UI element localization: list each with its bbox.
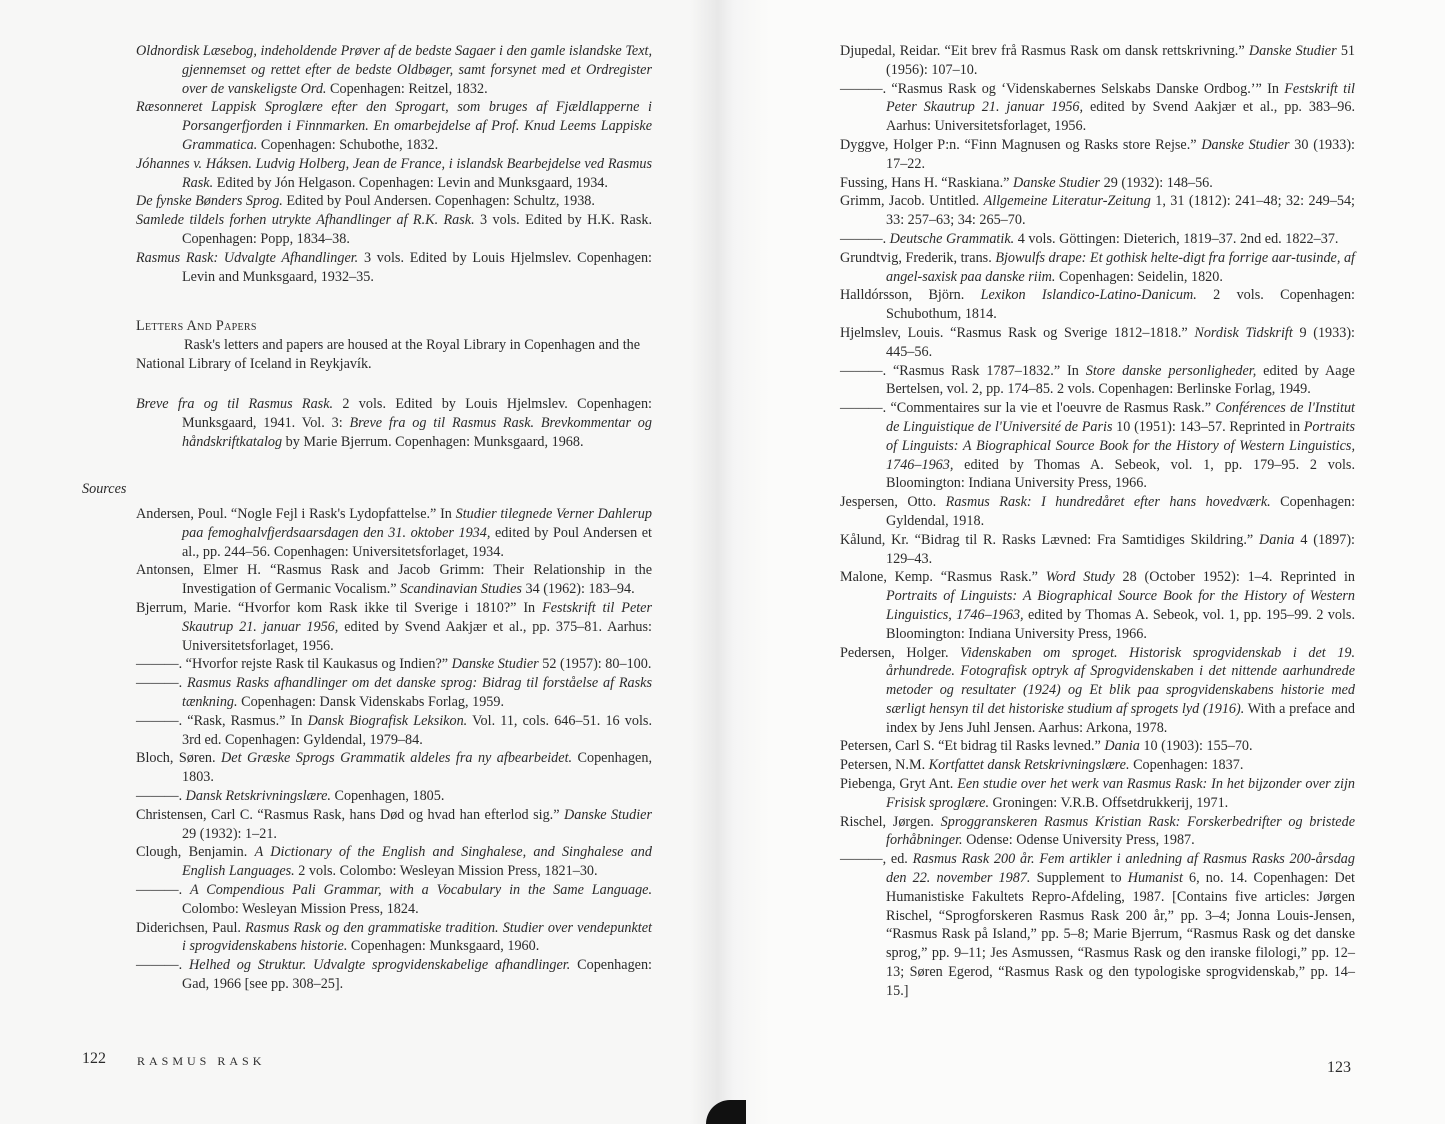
source-entry: Christensen, Carl C. “Rasmus Rask, hans Død og hvad han efterlod sig.” Danske Studier 29 (1932): 1–21.	[136, 806, 652, 842]
source-entry: Rischel, Jørgen. Sproggranskeren Rasmus Kristian Rask: Forskerbedrifter og bristede forhåbninger. Odense: Odense University Press, 1987.	[840, 813, 1355, 849]
breve-entry: Breve fra og til Rasmus Rask. 2 vols. Edited by Louis Hjelmslev. Copenhagen: Munksgaard, 1941. Vol. 3: Breve fra og til Rasmus Rask. Brevkommentar og håndskriftkatalog by Marie Bjerrum. Copenhagen: Munksgaard, 1968.	[136, 396, 652, 450]
source-entry: Pedersen, Holger. Videnskaben om sproget. Historisk sprogvidenskab i det 19. århundrede. Fotografisk optryk af Sprogvidenskaben i det nittende aarhundrede metoder og resultater (1924) og Et blik paa sprogvidenskabens historie med særligt hensyn til det historiske studium af sprogets lyd (1916). With a preface and index by Jens Juhl Jensen. Aarhus: Arkona, 1978.	[840, 644, 1356, 736]
running-head: RASMUS RASK	[137, 1054, 266, 1068]
source-entry: Piebenga, Gryt Ant. Een studie over het werk van Rasmus Rask: In het bijzonder over zijn Frisisk sproglære. Groningen: V.R.B. Offsetdrukkerij, 1971.	[840, 776, 1356, 811]
source-entry: Jespersen, Otto. Rasmus Rask: I hundredåret efter hans hovedværk. Copenhagen: Gyldendal, 1918.	[840, 494, 1356, 529]
sources-heading: Sources	[82, 481, 127, 497]
letters-heading: Letters And Papers	[136, 318, 257, 334]
source-entry: Antonsen, Elmer H. “Rasmus Rask and Jacob Grimm: Their Relationship in the Investigation of Germanic Vocalism.” Scandinavian Studies 34 (1962): 183–94.	[136, 562, 652, 598]
left-top-bibliography	[136, 42, 652, 286]
source-entry: Grimm, Jacob. Untitled. Allgemeine Literatur-Zeitung 1, 31 (1812): 241–48; 32: 249–54; 33: 257–63; 34: 265–70.	[840, 193, 1355, 229]
source-entry: ———. “Rask, Rasmus.” In Dansk Biografisk Leksikon. Vol. 11, cols. 646–51. 16 vols. 3rd ed. Copenhagen: Gyldendal, 1979–84.	[136, 712, 652, 748]
works-entry: Jóhannes v. Háksen. Ludvig Holberg, Jean de France, i islandsk Bearbejdelse ved Rasmus Rask. Edited by Jón Helgason. Copenhagen: Levin and Munksgaard, 1934.	[136, 155, 652, 191]
source-entry: ———. Rasmus Rasks afhandlinger om det danske sprog: Bidrag til forståelse af Rasks tænkning. Copenhagen: Dansk Videnskabs Forlag, 1959.	[136, 675, 652, 710]
source-entry: ———. A Compendious Pali Grammar, with a Vocabulary in the Same Language. Colombo: Wesleyan Mission Press, 1824.	[136, 881, 653, 917]
right-bibliography	[840, 42, 1355, 1001]
source-entry: Dyggve, Holger P:n. “Finn Magnusen og Rasks store Rejse.” Danske Studier 30 (1933): 17–22.	[840, 136, 1355, 172]
works-entry: Ræsonneret Lappisk Sproglære efter den Sprogart, som bruges af Fjældlapperne i Porsangerfjorden i Finnmarken. En omarbejdelse af Prof. Knud Leems Lappiske Grammatica. Copenhagen: Schubothe, 1832.	[136, 99, 652, 153]
source-entry: Petersen, Carl S. “Et bidrag til Rasks levned.” Dania 10 (1903): 155–70.	[840, 738, 1253, 755]
source-entry: Clough, Benjamin. A Dictionary of the English and Singhalese, and Singhalese and English Languages. 2 vols. Colombo: Wesleyan Mission Press, 1821–30.	[136, 844, 652, 880]
works-entry: De fynske Bønders Sprog. Edited by Poul Andersen. Copenhagen: Schultz, 1938.	[136, 193, 595, 210]
book-gutter	[690, 0, 770, 1124]
source-entry: Diderichsen, Paul. Rasmus Rask og den grammatiske tradition. Studier over vendepunktet i sprogvidenskabens historie. Copenhagen: Munksgaard, 1960.	[136, 919, 652, 955]
source-entry: Andersen, Poul. “Nogle Fejl i Rask's Lydopfattelse.” In Studier tilegnede Verner Dahlerup paa femoghalvfjerdsaarsdagen den 31. oktober 1934, edited by Poul Andersen et al., pp. 244–56. Copenhagen: Universitetsforlaget, 1934.	[136, 506, 652, 560]
source-entry: Fussing, Hans H. “Raskiana.” Danske Studier 29 (1932): 148–56.	[840, 174, 1213, 191]
works-entry: Oldnordisk Læsebog, indeholdende Prøver af de bedste Sagaer i den gamle islandske Text, gjennemset og rettet efter de bedste Oldbøger, samt forsynet med et Ordregister over de vanskeligste Ord. Copenhagen: Reitzel, 1832.	[136, 43, 652, 97]
source-entry: ———. “Commentaires sur la vie et l'oeuvre de Rasmus Rask.” Conférences de l'Institut de Linguistique de l'Université de Paris 10 (1951): 143–57. Reprinted in Portraits of Linguists: A Biographical Source Book for the History of Western Linguistics, 1746–1963, edited by Thomas A. Sebeok, vol. 1, pp. 179–95. 2 vols. Bloomington: Indiana University Press, 1966.	[840, 400, 1355, 492]
source-entry: ———. Dansk Retskrivningslære. Copenhagen, 1805.	[136, 787, 445, 804]
source-entry: ———. “Hvorfor rejste Rask til Kaukasus og Indien?” Danske Studier 52 (1957): 80–100.	[136, 656, 652, 673]
letters-text: Rask's letters and papers are housed at the Royal Library in Copenhagen and the National Library of Iceland in Reykjavík.	[136, 336, 641, 372]
source-entry: Djupedal, Reidar. “Eit brev frå Rasmus Rask om dansk rettskrivning.” Danske Studier 51 (1956): 107–10.	[840, 43, 1355, 78]
works-entry: Samlede tildels forhen utrykte Afhandlinger af R.K. Rask. 3 vols. Edited by H.K. Rask. Copenhagen: Popp, 1834–38.	[136, 212, 652, 247]
source-entry: ———. “Rasmus Rask og ‘Videnskabernes Selskabs Danske Ordbog.’” In Festskrift til Peter Skautrup 21. januar 1956, edited by Svend Aakjær et al., pp. 383–96. Aarhus: Universitetsforlaget, 1956.	[840, 80, 1355, 135]
sources-list	[136, 505, 652, 994]
source-entry: ———. “Rasmus Rask 1787–1832.” In Store danske personligheder, edited by Aage Bertelsen, vol. 2, pp. 174–85. 2 vols. Copenhagen: Berlinske Forlag, 1949.	[840, 362, 1355, 398]
works-entry: Rasmus Rask: Udvalgte Afhandlinger. 3 vols. Edited by Louis Hjelmslev. Copenhagen: Levin and Munksgaard, 1932–35.	[136, 249, 652, 285]
page-number-left: 122	[82, 1050, 106, 1067]
source-entry: Halldórsson, Björn. Lexikon Islandico-Latino-Danicum. 2 vols. Copenhagen: Schubothum, 1814.	[840, 287, 1355, 323]
source-entry: ———, ed. Rasmus Rask 200 år. Fem artikler i anledning af Rasmus Rasks 200-årsdag den 22. november 1987. Supplement to Humanist 6, no. 14. Copenhagen: Det Humanistiske Fakultets Repro-Afdeling, 1987. [Contains five articles: Jørgen Rischel, “Sprogforskeren Rasmus Rask 200 år,” pp. 3–4; Jonna Louis-Jensen, “Rasmus Rask på Island,” pp. 5–8; Marie Bjerrum, “Rasmus Rask og det danske sprog,” pp. 9–11; Jes Asmussen, “Rasmus Rask og den iranske filologi,” pp. 12–13; Søren Egerod, “Rasmus Rask og den typologiske sprogvidenskab,” pp. 14–15.]	[840, 851, 1355, 999]
source-entry: Grundtvig, Frederik, trans. Bjowulfs drape: Et gothisk helte-digt fra forrige aar-tusinde, af angel-saxisk paa danske riim. Copenhagen: Seidelin, 1820.	[840, 249, 1355, 285]
source-entry: Petersen, N.M. Kortfattet dansk Retskrivningslære. Copenhagen: 1837.	[840, 757, 1244, 774]
source-entry: ———. Deutsche Grammatik. 4 vols. Göttingen: Dieterich, 1819–37. 2nd ed. 1822–37.	[840, 230, 1339, 247]
source-entry: Hjelmslev, Louis. “Rasmus Rask og Sverige 1812–1818.” Nordisk Tidskrift 9 (1933): 445–56.	[840, 324, 1355, 360]
source-entry: ———. Helhed og Struktur. Udvalgte sprogvidenskabelige afhandlinger. Copenhagen: Gad, 1966 [see pp. 308–25].	[136, 957, 652, 992]
source-entry: Bjerrum, Marie. “Hvorfor kom Rask ikke til Sverige i 1810?” In Festskrift til Peter Skautrup 21. januar 1956, edited by Svend Aakjær et al., pp. 375–81. Aarhus: Universitetsforlaget, 1956.	[136, 599, 653, 654]
source-entry: Malone, Kemp. “Rasmus Rask.” Word Study 28 (October 1952): 1–4. Reprinted in Portraits of Linguists: A Biographical Source Book for the History of Western Linguistics, 1746–1963, edited by Thomas A. Sebeok, vol. 1, pp. 195–99. 2 vols. Bloomington: Indiana University Press, 1966.	[840, 569, 1355, 642]
page-number-right: 123	[1327, 1059, 1351, 1076]
source-entry: Bloch, Søren. Det Græske Sprogs Grammatik aldeles fra ny afbearbeidet. Copenhagen, 1803.	[136, 750, 652, 786]
source-entry: Kålund, Kr. “Bidrag til R. Rasks Lævned: Fra Samtidiges Skildring.” Dania 4 (1897): 129–43.	[840, 531, 1355, 567]
letters-section	[136, 317, 652, 452]
